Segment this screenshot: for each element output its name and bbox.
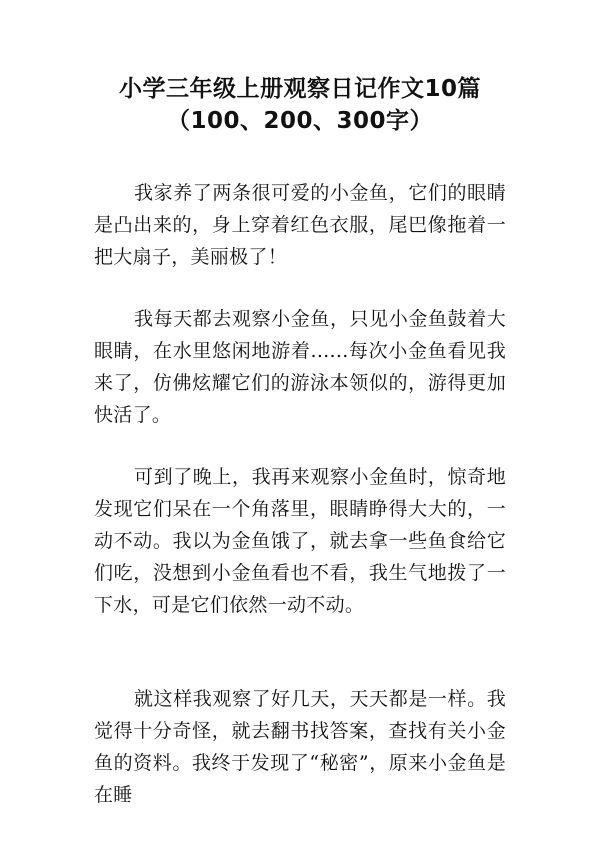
document-subtitle: （100、200、300字） <box>166 108 434 134</box>
paragraph-1: 我家养了两条很可爱的小金鱼，它们的眼睛是凸出来的，身上穿着红色衣服，尾巴像拖着一把大扇子，美丽极了！ <box>94 182 506 268</box>
paragraph-3: 可到了晚上，我再来观察小金鱼时，惊奇地发现它们呆在一个角落里，眼睛睁得大大的，一动不动。我以为金鱼饿了，就去拿一些鱼食给它们吃，没想到小金鱼看也不看，我生气地拨了一下水，可是它们依然一动不动。 <box>94 466 506 616</box>
paragraph-4: 就这样我观察了好几天，天天都是一样。我觉得十分奇怪，就去翻书找答案，查找有关小金鱼的资料。我终于发现了“秘密”，原来小金鱼是在睡 <box>94 688 506 806</box>
document-title: 小学三年级上册观察日记作文10篇 <box>118 76 481 102</box>
paragraph-2: 我每天都去观察小金鱼，只见小金鱼鼓着大眼睛，在水里悠闲地游着......每次小金鱼看见我来了，仿佛炫耀它们的游泳本领似的，游得更加快活了。 <box>94 308 506 426</box>
